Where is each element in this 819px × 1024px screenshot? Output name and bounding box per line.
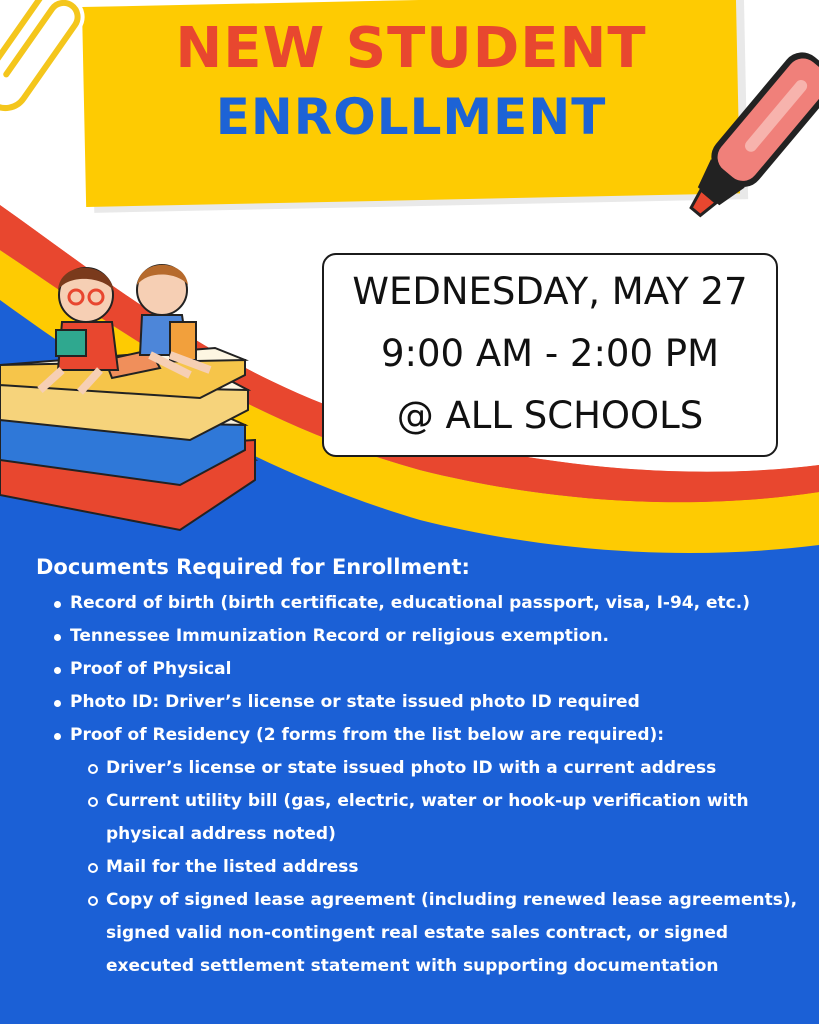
bullet-icon: [54, 733, 61, 740]
event-location: @ ALL SCHOOLS: [396, 394, 704, 437]
bullet-icon: [54, 667, 61, 674]
sub-list-item: [36, 884, 806, 983]
residency-options-list: [36, 752, 806, 983]
list-item: [36, 719, 806, 752]
title-line-2: ENROLLMENT: [215, 88, 607, 146]
sub-list-item: [36, 752, 806, 785]
documents-section: [36, 555, 806, 983]
list-item: [36, 653, 806, 686]
sub-list-item-text: Mail for the listed address: [106, 857, 359, 877]
event-info-box: [322, 253, 778, 457]
list-item: [36, 686, 806, 719]
documents-list: [36, 587, 806, 752]
sub-list-item-text: Current utility bill (gas, electric, water or hook-up verification with physical address noted): [106, 791, 749, 844]
sub-list-item-text: Driver’s license or state issued photo ID with a current address: [106, 758, 717, 778]
list-item-text: Proof of Residency (2 forms from the list below are required):: [70, 725, 665, 745]
documents-heading: Documents Required for Enrollment:: [36, 555, 470, 579]
hollow-bullet-icon: [88, 764, 98, 774]
bullet-icon: [54, 601, 61, 608]
event-time: 9:00 AM - 2:00 PM: [380, 332, 720, 375]
list-item-text: Proof of Physical: [70, 659, 232, 679]
sub-list-item-text: Copy of signed lease agreement (including renewed lease agreements), signed valid non-contingent real estate sales contract, or signed executed settlement statement with supporting documentation: [106, 890, 798, 976]
list-item-text: Photo ID: Driver’s license or state issued photo ID required: [70, 692, 640, 712]
title-line-1: NEW STUDENT: [175, 16, 647, 81]
event-date: WEDNESDAY, MAY 27: [352, 270, 748, 313]
sub-list-item: [36, 851, 806, 884]
bullet-icon: [54, 700, 61, 707]
list-item-text: Record of birth (birth certificate, educational passport, visa, I-94, etc.): [70, 593, 750, 613]
list-item: [36, 620, 806, 653]
hollow-bullet-icon: [88, 863, 98, 873]
sub-list-item: [36, 785, 806, 851]
list-item: [36, 587, 806, 620]
title-card: [84, 0, 738, 205]
hollow-bullet-icon: [88, 896, 98, 906]
books-stack-illustration: [0, 348, 255, 530]
list-item-text: Tennessee Immunization Record or religious exemption.: [70, 626, 609, 646]
hollow-bullet-icon: [88, 797, 98, 807]
bullet-icon: [54, 634, 61, 641]
